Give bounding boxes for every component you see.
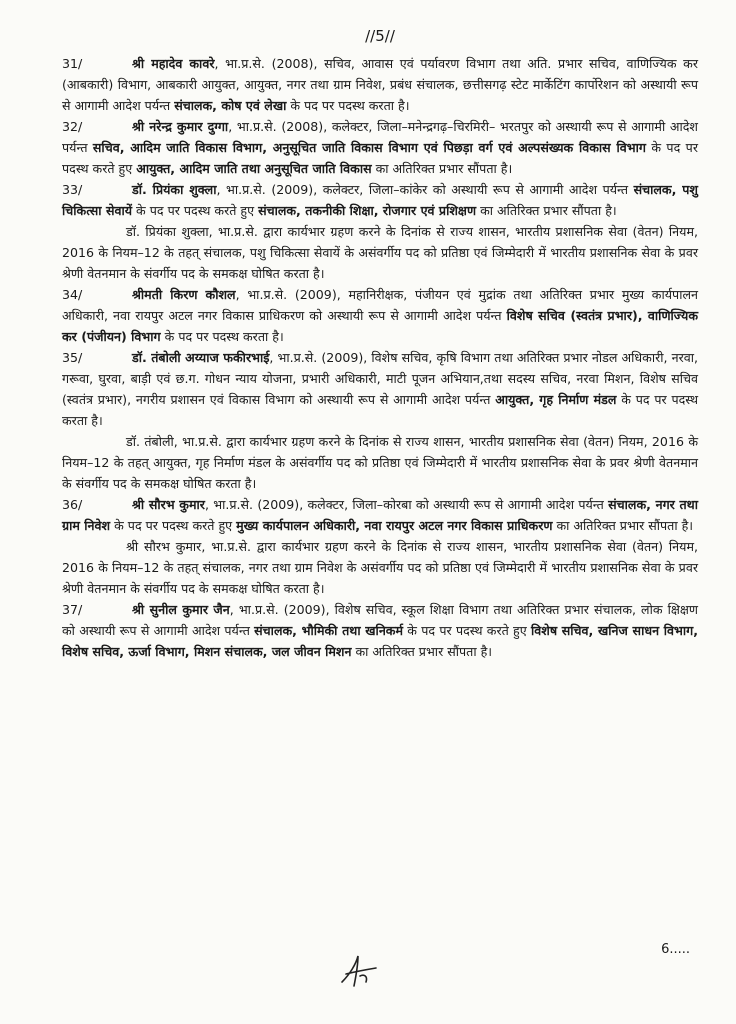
entry-text: के पद पर पदस्थ करता है।: [62, 392, 698, 428]
additional-charge-title: मुख्य कार्यपालन अधिकारी, नवा रायपुर अटल नगर विकास प्राधिकरण: [236, 518, 553, 533]
page-number: //5//: [365, 27, 395, 45]
entry-text: , भा.प्र.से. (2009), विशेष सचिव, कृषि विभाग तथा अतिरिक्त प्रभार नोडल अधिकारी, नरवा, गरूवा, घुरवा, बाड़ी एवं छ.ग. गोधन न्याय योजना, प्रभारी अधिकारी, माटी पूजन अभियान,तथा सदस्य सचिव, नरवा मिशन, विशेष सचिव (स्वतंत्र प्रभार), नगरीय प्रशासन एवं विकास विभाग को अस्थायी रूप से आगामी आदेश पर्यन्त: [62, 350, 699, 407]
posting-title: संचालक, कोष एवं लेखा: [174, 98, 287, 113]
officer-name: श्री सुनील कुमार जैन: [132, 602, 230, 617]
next-page-marker: 6.....: [661, 942, 690, 957]
entry-number: 35/: [62, 350, 83, 365]
entry-text: का अतिरिक्त प्रभार सौंपता है।: [552, 518, 694, 533]
entry-number: 34/: [62, 287, 83, 302]
order-entry-36: [62, 494, 698, 536]
order-page: [62, 26, 698, 662]
officer-name: डॉ. तंबोली अय्याज फकीरभाई: [132, 350, 270, 365]
entry-text: के पद पर पदस्थ करते हुए: [403, 623, 531, 638]
entry-text: , भा.प्र.से. (2008), कलेक्टर, जिला–मनेन्द्रगढ़–चिरमिरी– भरतपुर को अस्थायी रूप से आगामी आदेश पर्यन्त: [62, 119, 698, 155]
equivalence-note-36: श्री सौरभ कुमार, भा.प्र.से. द्वारा कार्यभार ग्रहण करने के दिनांक से राज्य शासन, भारतीय प्रशासनिक सेवा (वेतन) नियम, 2016 के नियम–12 के तहत् संचालक, नगर तथा ग्राम निवेश के असंवर्गीय पद को प्रतिष्ठा एवं जिम्मेदारी में भारतीय प्रशासनिक सेवा के प्रवर श्रेणी वेतनमान के संवर्गीय पद के समकक्ष घोषित करता है।: [62, 539, 698, 596]
posting-title: संचालक, पशु चिकित्सा सेवायें: [62, 182, 698, 218]
officer-name: श्री सौरभ कुमार: [132, 497, 205, 512]
entry-number: 37/: [62, 602, 83, 617]
order-entry-37: [62, 599, 698, 662]
entry-number: 31/: [62, 56, 83, 71]
entry-text: के पद पर पदस्थ करते हुए: [62, 140, 698, 176]
entry-text: के पद पर पदस्थ करते हुए: [132, 203, 259, 218]
officer-name: श्री महादेव कावरे: [132, 56, 215, 71]
officer-name: श्रीमती किरण कौशल: [132, 287, 236, 302]
officer-name: श्री नरेन्द्र कुमार दुग्गा: [132, 119, 229, 134]
additional-charge-title: विशेष सचिव, खनिज साधन विभाग, विशेष सचिव, ऊर्जा विभाग, मिशन संचालक, जल जीवन मिशन: [62, 623, 698, 659]
entry-number: 32/: [62, 119, 83, 134]
equivalence-note-35: डॉ. तंबोली, भा.प्र.से. द्वारा कार्यभार ग्रहण करने के दिनांक से राज्य शासन, भारतीय प्रशासनिक सेवा (वेतन) नियम, 2016 के नियम–12 के तहत् आयुक्त, गृह निर्माण मंडल के असंवर्गीय पद को प्रतिष्ठा एवं जिम्मेदारी में भारतीय प्रशासनिक सेवा के प्रवर श्रेणी वेतनमान के संवर्गीय पद के समकक्ष घोषित करता है।: [62, 434, 698, 491]
additional-charge-title: संचालक, तकनीकी शिक्षा, रोजगार एवं प्रशिक्षण: [258, 203, 477, 218]
entry-text: , भा.प्र.से. (2008), सचिव, आवास एवं पर्यावरण विभाग तथा अति. प्रभार सचिव, वाणिज्यिक कर (आबकारी) विभाग, आबकारी आयुक्त, आयुक्त, नगर तथा ग्राम निवेश, प्रबंध संचालक, छत्तीसगढ़ स्टेट मार्केटिंग कार्पोरेशन को अस्थायी रूप से आगामी आदेश पर्यन्त: [62, 56, 698, 113]
order-entry-32: [62, 116, 698, 179]
posting-title: आयुक्त, गृह निर्माण मंडल: [495, 392, 617, 407]
entry-text: का अतिरिक्त प्रभार सौंपता है।: [371, 161, 513, 176]
entry-text: , भा.प्र.से. (2009), कलेक्टर, जिला–कोरबा को अस्थायी रूप से आगामी आदेश पर्यन्त: [204, 497, 609, 512]
posting-title: संचालक, भौमिकी तथा खनिकर्म: [254, 623, 404, 638]
posting-title: सचिव, आदिम जाति विकास विभाग, अनुसूचित जाति विकास विभाग एवं पिछड़ा वर्ग एवं अल्पसंख्यक विकास विभाग: [92, 140, 646, 155]
entry-text: के पद पर पदस्थ करता है।: [286, 98, 410, 113]
entry-number: 36/: [62, 497, 83, 512]
signature-initials: [336, 952, 382, 990]
entry-number: 33/: [62, 182, 83, 197]
order-entry-33: [62, 179, 698, 221]
entry-text: , भा.प्र.से. (2009), महानिरीक्षक, पंजीयन एवं मुद्रांक तथा अतिरिक्त प्रभार मुख्य कार्यपालन अधिकारी, नवा रायपुर अटल नगर विकास प्राधिकरण को अस्थायी रूप से आगामी आदेश पर्यन्त: [62, 287, 698, 323]
equivalence-note-33: डॉ. प्रियंका शुक्ला, भा.प्र.से. द्वारा कार्यभार ग्रहण करने के दिनांक से राज्य शासन, भारतीय प्रशासनिक सेवा (वेतन) नियम, 2016 के नियम–12 के तहत् संचालक, पशु चिकित्सा सेवायें के असंवर्गीय पद को प्रतिष्ठा एवं जिम्मेदारी में भारतीय प्रशासनिक सेवा के प्रवर श्रेणी वेतनमान के संवर्गीय पद के समकक्ष घोषित करता है।: [62, 224, 698, 281]
entry-text: , भा.प्र.से. (2009), विशेष सचिव, स्कूल शिक्षा विभाग तथा अतिरिक्त प्रभार संचालक, लोक क्षिक्षण को अस्थायी रूप से आगामी आदेश पर्यन्त: [62, 602, 699, 638]
entry-text: , भा.प्र.से. (2009), कलेक्टर, जिला–कांकेर को अस्थायी रूप से आगामी आदेश पर्यन्त: [216, 182, 634, 197]
order-entry-31: [62, 53, 698, 116]
officer-name: डॉ. प्रियंका शुक्ला: [132, 182, 217, 197]
order-entry-35: [62, 347, 698, 431]
order-entry-34: [62, 284, 698, 347]
entry-text: का अतिरिक्त प्रभार सौंपता है।: [476, 203, 617, 218]
additional-charge-title: आयुक्त, आदिम जाति तथा अनुसूचित जाति विकास: [136, 161, 372, 176]
posting-title: संचालक, नगर तथा ग्राम निवेश: [62, 497, 698, 533]
posting-title: विशेष सचिव (स्वतंत्र प्रभार), वाणिज्यिक कर (पंजीयन) विभाग: [62, 308, 698, 344]
entry-text: का अतिरिक्त प्रभार सौंपता है।: [351, 644, 493, 659]
entry-text: के पद पर पदस्थ करते हुए: [110, 518, 237, 533]
entry-text: के पद पर पदस्थ करता है।: [160, 329, 284, 344]
